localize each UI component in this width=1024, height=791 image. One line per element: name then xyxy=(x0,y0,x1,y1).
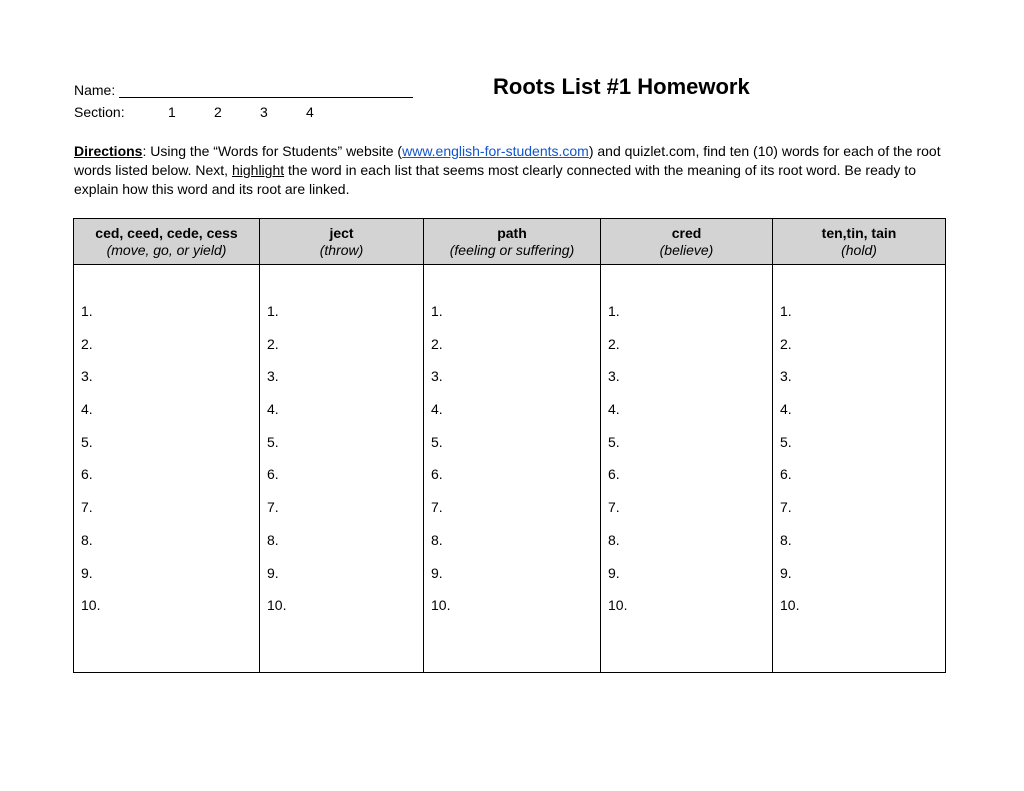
section-option-2[interactable]: 2 xyxy=(214,104,222,120)
list-item-number: 1. xyxy=(81,303,93,319)
name-label: Name: xyxy=(74,82,116,98)
table-header-row xyxy=(74,219,946,265)
section-option-3[interactable]: 3 xyxy=(260,104,268,120)
list-item-number: 6. xyxy=(608,466,620,483)
list-item-number: 6. xyxy=(267,466,279,483)
section-label: Section: xyxy=(74,104,125,120)
root-meaning: (believe) xyxy=(659,242,714,258)
number-list xyxy=(424,265,600,630)
list-item-number: 1. xyxy=(608,303,620,319)
list-item-number: 8. xyxy=(81,531,93,548)
directions-text-1: : Using the “Words for Students” website ( xyxy=(142,143,403,159)
section-option-4[interactable]: 4 xyxy=(306,104,314,120)
list-item-number: 2. xyxy=(267,335,279,352)
column-header xyxy=(773,219,946,265)
directions-label: Directions xyxy=(74,143,143,159)
root-meaning: (throw) xyxy=(319,242,364,258)
list-item-number: 7. xyxy=(431,499,443,516)
root-word: ject xyxy=(329,225,354,241)
list-item-number: 4. xyxy=(267,401,279,418)
list-item-number: 2. xyxy=(431,335,443,352)
directions-paragraph xyxy=(74,142,954,199)
list-item-number: 4. xyxy=(608,401,620,418)
answer-column[interactable] xyxy=(74,265,260,673)
answer-column[interactable] xyxy=(601,265,773,673)
root-meaning: (feeling or suffering) xyxy=(449,242,575,258)
root-word: ten,tin, tain xyxy=(821,225,897,241)
list-item-number: 7. xyxy=(608,499,620,516)
list-item-number: 3. xyxy=(81,368,93,385)
page-title: Roots List #1 Homework xyxy=(493,74,750,99)
column-header xyxy=(260,219,424,265)
list-item-number: 4. xyxy=(431,401,443,418)
list-item-number: 8. xyxy=(608,531,620,548)
root-word: ced, ceed, cede, cess xyxy=(95,225,238,241)
list-item-number: 1. xyxy=(780,303,792,319)
directions-text-3: the word in each list that seems most clearly connected with the meaning of its root word. Be ready to explain how this word and its root are linked. xyxy=(74,162,916,197)
list-item-number: 5. xyxy=(431,433,443,450)
highlight-word: highlight xyxy=(231,162,285,178)
answer-column[interactable] xyxy=(773,265,946,673)
list-item-number: 9. xyxy=(267,564,279,581)
list-item-number: 10. xyxy=(81,597,101,614)
list-item-number: 7. xyxy=(81,499,93,516)
list-item-number: 10. xyxy=(608,597,628,614)
list-item-number: 2. xyxy=(608,335,620,352)
list-item-number: 3. xyxy=(431,368,443,385)
number-list xyxy=(260,265,423,630)
number-list xyxy=(601,265,772,630)
list-item-number: 6. xyxy=(431,466,443,483)
answer-column[interactable] xyxy=(260,265,424,673)
list-item-number: 5. xyxy=(608,433,620,450)
column-header xyxy=(74,219,260,265)
column-header xyxy=(424,219,601,265)
list-item-number: 8. xyxy=(431,531,443,548)
list-item-number: 1. xyxy=(431,303,443,319)
list-item-number: 5. xyxy=(267,433,279,450)
list-item-number: 9. xyxy=(81,564,93,581)
list-item-number: 6. xyxy=(780,466,792,483)
list-item-number: 8. xyxy=(267,531,279,548)
root-word: cred xyxy=(671,225,702,241)
table-body-row xyxy=(74,265,946,673)
directions-text-2: ) and quizlet.com, find ten (10) words for each of the root words listed below. Next, xyxy=(74,143,941,178)
list-item-number: 3. xyxy=(780,368,792,385)
number-list xyxy=(773,265,945,630)
section-row xyxy=(74,104,352,120)
roots-table xyxy=(73,218,946,673)
website-link[interactable]: www.english-for-students.com xyxy=(402,143,589,159)
list-item-number: 1. xyxy=(267,303,279,319)
list-item-number: 4. xyxy=(81,401,93,418)
list-item-number: 5. xyxy=(780,433,792,450)
name-blank-line[interactable] xyxy=(119,83,413,98)
number-list xyxy=(74,265,259,630)
list-item-number: 2. xyxy=(780,335,792,352)
list-item-number: 9. xyxy=(608,564,620,581)
list-item-number: 10. xyxy=(431,597,451,614)
name-row xyxy=(74,82,413,98)
root-meaning: (hold) xyxy=(841,242,877,258)
list-item-number: 10. xyxy=(780,597,800,614)
list-item-number: 8. xyxy=(780,531,792,548)
root-meaning: (move, go, or yield) xyxy=(106,242,227,258)
section-option-1[interactable]: 1 xyxy=(168,104,176,120)
list-item-number: 7. xyxy=(780,499,792,516)
list-item-number: 7. xyxy=(267,499,279,516)
list-item-number: 10. xyxy=(267,597,287,614)
column-header xyxy=(601,219,773,265)
list-item-number: 4. xyxy=(780,401,792,418)
list-item-number: 3. xyxy=(267,368,279,385)
list-item-number: 9. xyxy=(431,564,443,581)
list-item-number: 5. xyxy=(81,433,93,450)
list-item-number: 2. xyxy=(81,335,93,352)
list-item-number: 3. xyxy=(608,368,620,385)
list-item-number: 6. xyxy=(81,466,93,483)
root-word: path xyxy=(497,225,527,241)
list-item-number: 9. xyxy=(780,564,792,581)
answer-column[interactable] xyxy=(424,265,601,673)
